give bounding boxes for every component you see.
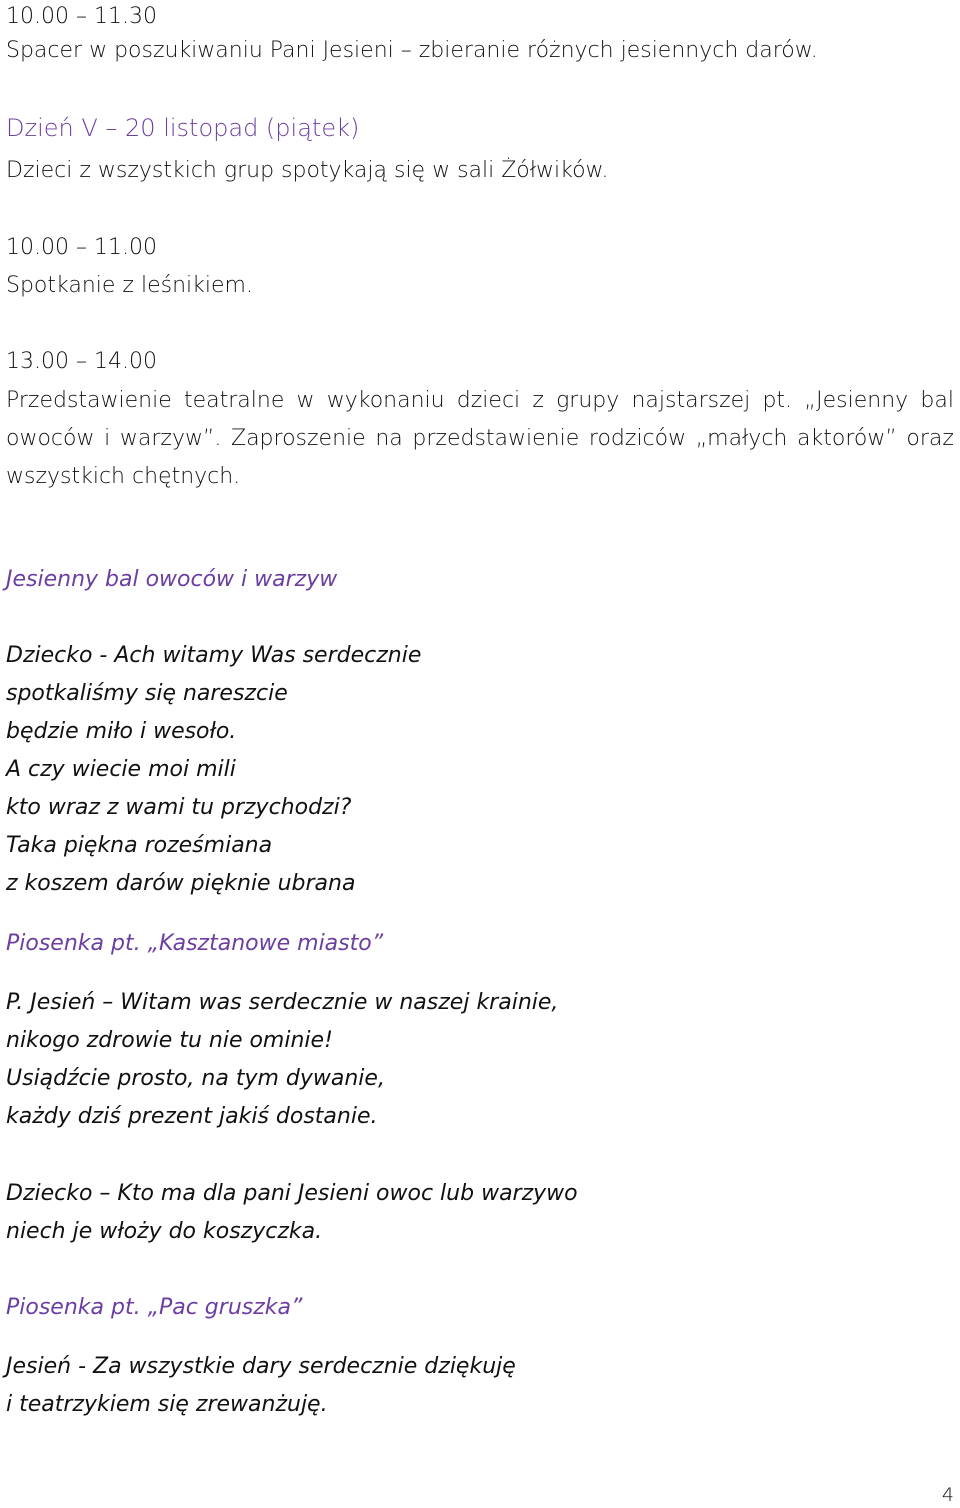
script-line: i teatrzykiem się zrewanżuję. <box>6 1392 328 1417</box>
word: warzyw”. <box>119 426 222 451</box>
word: „Jesienny <box>804 388 909 413</box>
word: najstarszej <box>631 388 751 413</box>
theatre-desc-line-1 <box>6 386 954 416</box>
song-pac-gruszka: Piosenka pt. „Pac gruszka” <box>6 1295 303 1320</box>
word: aktorów” <box>797 426 897 451</box>
word: owoców <box>6 426 95 451</box>
word: przedstawienie <box>412 426 580 451</box>
word: wykonaniu <box>326 388 445 413</box>
script-line: Dziecko - Ach witamy Was serdecznie <box>6 643 422 668</box>
word: Zaproszenie <box>231 426 366 451</box>
song-kasztanowe-miasto: Piosenka pt. „Kasztanowe miasto” <box>6 931 384 956</box>
word: z <box>532 388 544 413</box>
time-10-11-30: 10.00 – 11.30 <box>6 4 157 29</box>
word: w <box>296 388 315 413</box>
page-number: 4 <box>941 1484 954 1506</box>
theatre-desc-line-3: wszystkich chętnych. <box>6 464 241 489</box>
script-line: Dziecko – Kto ma dla pani Jesieni owoc lub warzywo <box>6 1181 578 1206</box>
script-line: A czy wiecie moi mili <box>6 757 236 782</box>
script-line: każdy dziś prezent jakiś dostanie. <box>6 1104 378 1129</box>
script-line: kto wraz z wami tu przychodzi? <box>6 795 352 820</box>
theatre-desc-line-2 <box>6 424 954 454</box>
script-line: spotkaliśmy się nareszcie <box>6 681 288 706</box>
word: oraz <box>906 426 954 451</box>
script-line: Usiądźcie prosto, na tym dywanie, <box>6 1066 385 1091</box>
script-line: Taka piękna roześmiana <box>6 833 273 858</box>
script-line: Jesień - Za wszystkie dary serdecznie dziękuję <box>6 1354 516 1379</box>
script-line: niech je włoży do koszyczka. <box>6 1219 323 1244</box>
time-13-14: 13.00 – 14.00 <box>6 349 157 374</box>
word: teatralne <box>183 388 285 413</box>
word: pt. <box>762 388 793 413</box>
word: grupy <box>556 388 620 413</box>
forester-meeting: Spotkanie z leśnikiem. <box>6 273 253 298</box>
word: Przedstawienie <box>6 388 172 413</box>
script-line: P. Jesień – Witam was serdecznie w naszej krainie, <box>6 990 559 1015</box>
word: i <box>104 426 111 451</box>
script-line: będzie miło i wesoło. <box>6 719 237 744</box>
word: bal <box>920 388 954 413</box>
play-title: Jesienny bal owoców i warzyw <box>6 567 338 592</box>
word: „małych <box>695 426 788 451</box>
script-line: nikogo zdrowie tu nie ominie! <box>6 1028 333 1053</box>
day-v-intro: Dzieci z wszystkich grup spotykają się w sali Żółwików. <box>6 158 609 183</box>
walk-activity: Spacer w poszukiwaniu Pani Jesieni – zbieranie różnych jesiennych darów. <box>6 38 818 63</box>
time-10-11: 10.00 – 11.00 <box>6 235 157 260</box>
script-line: z koszem darów pięknie ubrana <box>6 871 356 896</box>
word: na <box>375 426 403 451</box>
word: rodziców <box>588 426 687 451</box>
day-v-heading: Dzień V – 20 listopad (piątek) <box>6 114 360 142</box>
word: dzieci <box>456 388 521 413</box>
